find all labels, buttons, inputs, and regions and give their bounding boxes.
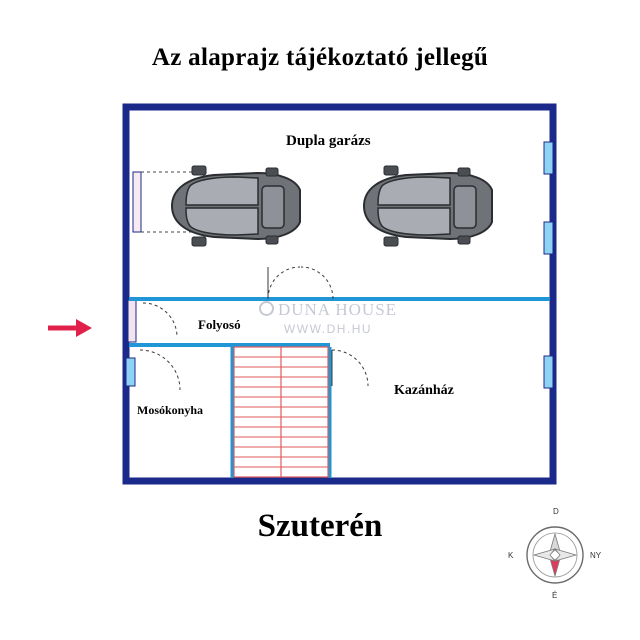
compass-label-north: D: [553, 507, 559, 516]
page-title: Az alaprajz tájékoztató jellegű: [151, 44, 489, 71]
watermark-url: WWW.DH.HU: [283, 322, 373, 336]
entry-door-opening: [128, 300, 136, 342]
compass-label-east: K: [508, 551, 514, 560]
room-label-dupla-garazs: Dupla garázs: [286, 133, 371, 149]
compass-label-west: NY: [590, 551, 602, 560]
room-label-folyoso: Folyosó: [198, 317, 241, 332]
compass-labels: [505, 505, 605, 605]
room-label-kazanhaz: Kazánház: [394, 383, 454, 398]
watermark-brand-text: DUNA HOUSE: [277, 300, 398, 319]
compass-label-south: É: [552, 591, 558, 600]
stairs: [234, 347, 328, 477]
floor-name: Szuterén: [257, 508, 383, 544]
room-label-mosokonyha: Mosókonyha: [137, 403, 204, 417]
